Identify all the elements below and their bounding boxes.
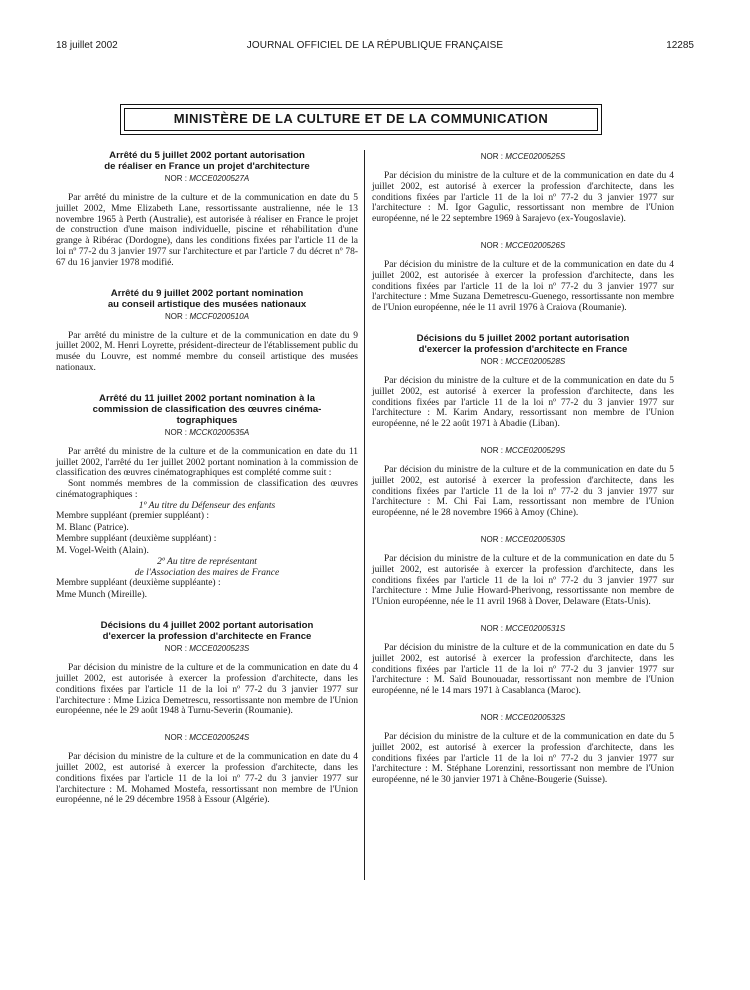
nor-reference [372, 152, 674, 162]
article-arrete-9-juillet [56, 288, 358, 374]
nor-reference [372, 241, 674, 251]
header-page-number: 12285 [666, 40, 694, 51]
decision-block [372, 624, 674, 697]
member-line: M. Blanc (Patrice). [56, 522, 129, 533]
article-arrete-5-juillet [56, 150, 358, 269]
nor-label: NOR : [480, 152, 503, 161]
ministry-banner: MINISTÈRE DE LA CULTURE ET DE LA COMMUNICATION [124, 108, 598, 131]
nor-reference [372, 535, 674, 545]
member-line: Membre suppléant (premier suppléant) : [56, 511, 210, 522]
article-body: Par arrêté du ministre de la culture et de la communication en date du 11 juillet 2002, l'arrêté du 1er juillet 2002 portant nomination à la commission de classification des œuvres cinématographiques est complété comme suit : [56, 446, 358, 479]
member-line: Mme Munch (Mireille). [56, 589, 148, 600]
article-body: Par décision du ministre de la culture et de la communication en date du 5 juillet 2002, est autorisé à exercer la profession d'architecte, dans les conditions fixées par l'article 11 de la loi nº 77-2 du 3 janvier 1977 sur l'architecture : M. Stéphane Lorenzini, ressortissant non membre de l'Union européenne, né le 30 janvier 1971 à Chêne-Bougerie (Suisse). [372, 731, 674, 786]
article-body: Par décision du ministre de la culture et de la communication en date du 4 juillet 2002, est autorisé à exercer la profession d'architecte, dans les conditions fixées par l'article 11 de la loi nº 77-2 du 3 janvier 1977 sur l'architecture : M. Mohamed Mostefa, ressortissant non membre de l'Union européenne, né le 29 décembre 1958 à Essour (Algérie). [56, 752, 358, 806]
nor-code: MCCK0200535A [189, 427, 250, 437]
article-decisions-5-juillet [372, 333, 674, 430]
nor-label: NOR : [164, 311, 188, 321]
article-body: Par décision du ministre de la culture et de la communication en date du 5 juillet 2002, est autorisé à exercer la profession d'architecte, dans les conditions fixées par l'article 11 de la loi nº 77-2 du 3 janvier 1977 sur l'architecture : M. Chi Fai Lam, ressortissant non membre de l'Union européenne, né le 28 novembre 1966 à Amoy (Chine). [372, 464, 674, 519]
nor-label: NOR : [480, 445, 503, 455]
title-line: Arrêté du 9 juillet 2002 portant nomination [110, 287, 304, 299]
member-line: Membre suppléant (deuxième suppléant) : [56, 534, 217, 545]
title-line: d'exercer la profession d'architecte en France [102, 631, 312, 643]
article-title [66, 393, 348, 426]
nor-code: MCCF0200510A [189, 311, 250, 321]
page-header [56, 40, 694, 54]
nor-label: NOR : [164, 427, 187, 437]
article-body: Par arrêté du ministre de la culture et de la communication en date du 9 juillet 2002, M. Henri Loyrette, président-directeur de l'établissement public du musée du Louvre, est nommé membre du conseil artistique des musées nationaux. [56, 330, 358, 373]
nor-code: MCCE0200532S [505, 712, 566, 722]
right-column [372, 150, 674, 786]
article-body: Par arrêté du ministre de la culture et de la communication en date du 5 juillet 2002, Mme Elizabeth Lane, ressortissante australienne, née le 13 novembre 1965 à Perth (Australie), est autorisée à réaliser en France le projet de construction d'une maison individuelle, piscine et réhabilitation d'une grange à Ribérac (Dordogne), dans les conditions fixées par l'article 11 de la loi nº 77-2 du 3 janvier 1977 sur l'architecture et par l'article 7 du décret nº 78-67 du 16 janvier 1978 modifié. [56, 193, 358, 268]
decision-block [372, 535, 674, 608]
nor-label: NOR : [480, 240, 503, 250]
title-line: Arrêté du 5 juillet 2002 portant autorisation [109, 150, 305, 161]
nor-code: MCCE0200529S [505, 445, 566, 455]
nor-reference [56, 174, 358, 184]
nor-reference [56, 312, 358, 322]
nor-code: MCCE0200527A [189, 174, 250, 183]
title-line: Décisions du 5 juillet 2002 portant autorisation [416, 332, 630, 344]
nor-label: NOR : [164, 644, 187, 654]
nor-label: NOR : [164, 174, 187, 183]
article-title [66, 620, 348, 642]
nor-code: MCCE0200530S [505, 534, 566, 544]
article-title [66, 150, 348, 172]
nor-reference [56, 644, 358, 654]
nor-label: NOR : [480, 356, 503, 366]
header-journal-title: JOURNAL OFFICIEL DE LA RÉPUBLIQUE FRANÇAISE [246, 40, 504, 51]
article-title [66, 288, 348, 310]
title-line: Décisions du 4 juillet 2002 portant autorisation [100, 620, 314, 632]
nor-label: NOR : [480, 623, 503, 633]
left-column [56, 150, 358, 806]
title-line: au conseil artistique des musées nationaux [107, 298, 307, 310]
header-date: 18 juillet 2002 [56, 40, 118, 51]
subsection-heading: 1º Au titre du Défenseur des enfants [138, 500, 276, 511]
article-body-members: Sont nommés membres de la commission de classification des œuvres cinématographiques : [56, 479, 358, 500]
decision-block [372, 446, 674, 519]
article-body: Par décision du ministre de la culture et de la communication en date du 4 juillet 2002, est autorisée à exercer la profession d'architecte, dans les conditions fixées par l'article 11 de la loi nº 77-2 du 3 janvier 1977 sur l'architecture : Mme Suzana Demetrescu-Guenego, ressortissante non membre de l'Union européenne, née le 11 avril 1976 à Craiova (Roumanie). [372, 259, 674, 314]
nor-reference [56, 428, 358, 438]
decision-block [372, 241, 674, 314]
article-body: Par décision du ministre de la culture et de la communication en date du 5 juillet 2002, est autorisé à exercer la profession d'architecte, dans les conditions fixées par l'article 11 de la loi nº 77-2 du 3 janvier 1977 sur l'architecture : M. Karim Andary, ressortissant non membre de l'Union européenne, né le 22 août 1971 à Abadie (Liban). [372, 375, 674, 430]
nor-code: MCCE0200523S [189, 644, 250, 654]
member-line: M. Vogel-Weith (Alain). [56, 545, 149, 556]
column-divider [364, 150, 365, 880]
nor-reference [56, 733, 358, 743]
nor-label: NOR : [480, 534, 503, 544]
nor-code: MCCE0200525S [505, 152, 566, 161]
nor-code: MCCE0200524S [189, 733, 250, 743]
title-line: de réaliser en France un projet d'architecture [104, 161, 310, 172]
decision-block [372, 152, 674, 225]
article-body: Par décision du ministre de la culture et de la communication en date du 5 juillet 2002, est autorisée à exercer la profession d'architecte, dans les conditions fixées par l'article 11 de la loi nº 77-2 du 3 janvier 1977 sur l'architecture : Mme Julie Howard-Pherivong, ressortissante non membre de l'Union européenne, née le 11 avril 1968 à Dover, Delaware (Etats-Unis). [372, 553, 674, 608]
title-line: d'exercer la profession d'architecte en France [418, 343, 628, 355]
subsection-heading: de l'Association des maires de France [134, 567, 280, 578]
nor-label: NOR : [480, 712, 503, 722]
decision-block [372, 713, 674, 786]
nor-reference [372, 713, 674, 723]
article-arrete-11-juillet [56, 393, 358, 601]
nor-code: MCCE0200528S [505, 356, 566, 366]
nor-code: MCCE0200526S [505, 240, 566, 250]
nor-reference [372, 357, 674, 367]
article-decisions-4-juillet [56, 620, 358, 806]
nor-reference [372, 624, 674, 634]
article-title [382, 333, 664, 355]
article-body: Par décision du ministre de la culture et de la communication en date du 5 juillet 2002, est autorisé à exercer la profession d'architecte, dans les conditions fixées par l'article 11 de la loi nº 77-2 du 3 janvier 1977 sur l'architecture : M. Saïd Bounouadar, ressortissant non membre de l'Union européenne, né le 14 mars 1971 à Casablanca (Maroc). [372, 642, 674, 697]
subsection-heading: 2º Au titre de représentant [157, 557, 257, 568]
nor-label: NOR : [164, 733, 187, 743]
title-line: commission de classification des œuvres cinéma- [92, 403, 322, 415]
article-body: Par décision du ministre de la culture et de la communication en date du 4 juillet 2002, est autorisé à exercer la profession d'architecte, dans les conditions fixées par l'article 11 de la loi nº 77-2 du 3 janvier 1977 sur l'architecture : M. Igor Gagulic, ressortissant non membre de l'Union européenne, né le 22 septembre 1969 à Sarajevo (ex-Yougoslavie). [372, 171, 674, 225]
title-line: tographiques [176, 414, 238, 426]
title-line: Arrêté du 11 juillet 2002 portant nomination à la [99, 392, 315, 404]
nor-code: MCCE0200531S [505, 623, 566, 633]
nor-reference [372, 446, 674, 456]
member-line: Membre suppléant (deuxième suppléante) : [56, 578, 221, 589]
article-body: Par décision du ministre de la culture et de la communication en date du 4 juillet 2002, est autorisée à exercer la profession d'architecte, dans les conditions fixées par l'article 11 de la loi nº 77-2 du 3 janvier 1977 sur l'architecture : Mme Lizica Demetrescu, ressortissante non membre de l'Union européenne, née le 29 août 1948 à Turnu-Severin (Roumanie). [56, 663, 358, 717]
